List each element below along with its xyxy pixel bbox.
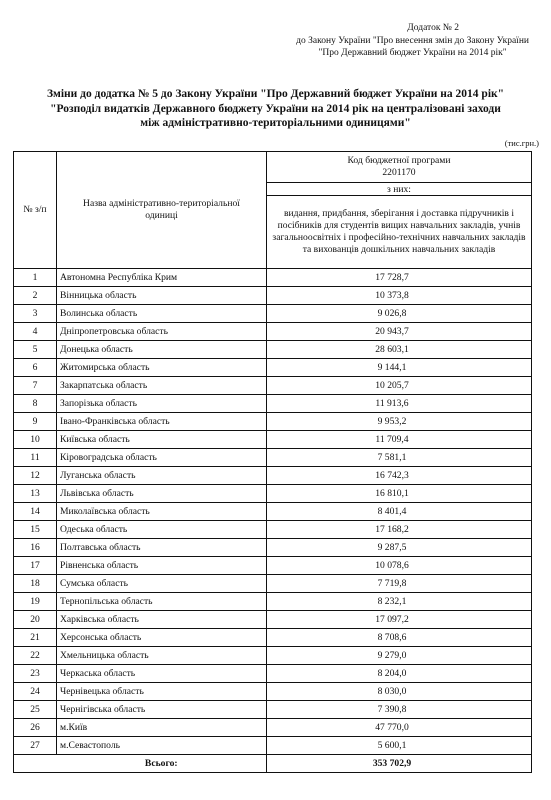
row-region-name: Харківська область — [57, 611, 267, 629]
row-value: 8 708,6 — [377, 631, 407, 643]
row-value-cell — [267, 575, 532, 593]
row-number: 14 — [14, 503, 57, 521]
row-value-cell — [267, 305, 532, 323]
table-row — [14, 359, 532, 377]
table-row — [14, 449, 532, 467]
row-number: 18 — [14, 575, 57, 593]
row-region-name: Херсонська область — [57, 629, 267, 647]
row-region-name: Вінницька область — [57, 287, 267, 305]
table-row — [14, 323, 532, 341]
title-line-2: "Розподіл видатків Державного бюджету України на 2014 рік на централізовані заходи — [50, 102, 501, 115]
table-row — [14, 539, 532, 557]
row-value: 28 603,1 — [375, 343, 409, 355]
row-value-cell — [267, 431, 532, 449]
row-number: 7 — [14, 377, 57, 395]
table-row — [14, 683, 532, 701]
row-value: 9 287,5 — [377, 541, 407, 553]
row-region-name: м.Севастополь — [57, 737, 267, 755]
title-line-3: між адміністративно-територіальними одиницями" — [140, 117, 411, 129]
row-value: 16 810,1 — [375, 487, 409, 499]
row-region-name: Хмельницька область — [57, 647, 267, 665]
row-value: 7 581,1 — [377, 451, 407, 463]
row-region-name: Київська область — [57, 431, 267, 449]
row-region-name: Рівненська область — [57, 557, 267, 575]
row-number: 11 — [14, 449, 57, 467]
row-value: 9 279,0 — [377, 649, 407, 661]
row-value-cell — [267, 557, 532, 575]
addendum-number: Додаток № 2 — [407, 23, 459, 33]
table-row — [14, 521, 532, 539]
total-value: 353 702,9 — [372, 758, 412, 769]
row-number: 12 — [14, 467, 57, 485]
row-value-cell — [267, 539, 532, 557]
table-row — [14, 557, 532, 575]
row-value: 11 709,4 — [375, 433, 409, 445]
row-value-cell — [267, 629, 532, 647]
row-region-name: Одеська область — [57, 521, 267, 539]
table-row — [14, 431, 532, 449]
units-label: (тис.грн.) — [504, 138, 539, 148]
table-row — [14, 611, 532, 629]
table-row — [14, 413, 532, 431]
total-blank — [14, 755, 57, 773]
header-subheader: з них: — [267, 183, 532, 196]
row-number: 27 — [14, 737, 57, 755]
row-region-name: Івано-Франківська область — [57, 413, 267, 431]
row-number: 26 — [14, 719, 57, 737]
row-region-name: Черкаська область — [57, 665, 267, 683]
row-number: 20 — [14, 611, 57, 629]
table-row — [14, 575, 532, 593]
row-value-cell — [267, 647, 532, 665]
row-value-cell — [267, 665, 532, 683]
table-row — [14, 503, 532, 521]
row-region-name: Донецька область — [57, 341, 267, 359]
row-number: 19 — [14, 593, 57, 611]
row-value-cell — [267, 521, 532, 539]
row-number: 6 — [14, 359, 57, 377]
table-row — [14, 269, 532, 287]
header-number: № з/п — [14, 152, 57, 269]
row-region-name: Луганська область — [57, 467, 267, 485]
row-number: 25 — [14, 701, 57, 719]
row-value: 9 026,8 — [377, 307, 407, 319]
table-row — [14, 593, 532, 611]
row-value: 8 204,0 — [377, 667, 407, 679]
row-number: 4 — [14, 323, 57, 341]
table-row — [14, 665, 532, 683]
row-value: 10 078,6 — [375, 559, 409, 571]
row-number: 5 — [14, 341, 57, 359]
table-row — [14, 701, 532, 719]
row-region-name: Закарпатська область — [57, 377, 267, 395]
row-value-cell — [267, 341, 532, 359]
table-row — [14, 719, 532, 737]
row-value: 5 600,1 — [377, 739, 407, 751]
row-number: 16 — [14, 539, 57, 557]
row-value: 8 401,4 — [377, 505, 407, 517]
row-value-cell — [267, 611, 532, 629]
row-value: 10 205,7 — [375, 379, 409, 391]
row-value: 20 943,7 — [375, 325, 409, 337]
row-region-name: Кіровоградська область — [57, 449, 267, 467]
document-title — [20, 87, 531, 131]
row-value-cell — [267, 377, 532, 395]
row-value-cell — [267, 395, 532, 413]
row-region-name: Чернівецька область — [57, 683, 267, 701]
row-value: 8 030,0 — [377, 685, 407, 697]
row-value: 10 373,8 — [375, 289, 409, 301]
table-row — [14, 647, 532, 665]
row-value: 17 168,2 — [375, 523, 409, 535]
row-number: 24 — [14, 683, 57, 701]
table-row — [14, 485, 532, 503]
row-value: 17 097,2 — [375, 613, 409, 625]
row-region-name: Львівська область — [57, 485, 267, 503]
addendum-line-1: до Закону України "Про внесення змін до Закону України — [296, 35, 529, 46]
table-row — [14, 287, 532, 305]
row-number: 2 — [14, 287, 57, 305]
title-line-1: Зміни до додатка № 5 до Закону України "Про Державний бюджет України на 2014 рік" — [46, 88, 505, 100]
row-value-cell — [267, 287, 532, 305]
row-value: 7 390,8 — [377, 703, 407, 715]
row-region-name: Сумська область — [57, 575, 267, 593]
row-number: 13 — [14, 485, 57, 503]
row-value-cell — [267, 503, 532, 521]
row-number: 21 — [14, 629, 57, 647]
row-region-name: Тернопільська область — [57, 593, 267, 611]
row-value-cell — [267, 359, 532, 377]
header-code — [267, 152, 532, 183]
row-number: 15 — [14, 521, 57, 539]
row-value-cell — [267, 701, 532, 719]
table-row — [14, 737, 532, 755]
row-value-cell — [267, 449, 532, 467]
header-code-text: Код бюджетної програми 2201170 — [347, 155, 451, 178]
row-value: 16 742,3 — [375, 469, 409, 481]
row-region-name: Автономна Республіка Крим — [57, 269, 267, 287]
row-value-cell — [267, 467, 532, 485]
addendum-reference — [296, 22, 529, 60]
row-number: 22 — [14, 647, 57, 665]
table-row — [14, 395, 532, 413]
row-value: 8 232,1 — [377, 595, 407, 607]
table-row — [14, 377, 532, 395]
budget-table — [13, 151, 532, 773]
row-region-name: Запорізька область — [57, 395, 267, 413]
header-name: Назва адміністративно-територіальної одиниці — [57, 152, 267, 269]
row-value: 17 728,7 — [375, 271, 409, 283]
total-row — [14, 755, 532, 773]
table-row — [14, 629, 532, 647]
row-region-name: Миколаївська область — [57, 503, 267, 521]
row-value-cell — [267, 737, 532, 755]
row-region-name: м.Київ — [57, 719, 267, 737]
table-row — [14, 467, 532, 485]
row-value-cell — [267, 323, 532, 341]
row-value: 7 719,8 — [377, 577, 407, 589]
row-value: 9 144,1 — [377, 361, 407, 373]
row-value-cell — [267, 719, 532, 737]
row-number: 8 — [14, 395, 57, 413]
row-value-cell — [267, 683, 532, 701]
total-value-cell — [267, 755, 532, 773]
row-value: 47 770,0 — [375, 721, 409, 733]
addendum-line-2: "Про Державний бюджет України на 2014 рік" — [318, 48, 507, 58]
row-number: 9 — [14, 413, 57, 431]
row-region-name: Житомирська область — [57, 359, 267, 377]
row-region-name: Волинська область — [57, 305, 267, 323]
row-number: 17 — [14, 557, 57, 575]
header-description: видання, придбання, зберігання і доставка підручників і посібників для студентів вищих навчальних закладів, учнів загальноосвітніх і професійно-технічних навчальних закладів та вихованців дошкільних навчальних закладів — [267, 196, 532, 269]
row-value-cell — [267, 485, 532, 503]
row-number: 1 — [14, 269, 57, 287]
row-value-cell — [267, 413, 532, 431]
row-number: 10 — [14, 431, 57, 449]
row-value-cell — [267, 593, 532, 611]
table-row — [14, 305, 532, 323]
row-value: 11 913,6 — [375, 397, 409, 409]
row-number: 3 — [14, 305, 57, 323]
row-number: 23 — [14, 665, 57, 683]
table-row — [14, 341, 532, 359]
row-value-cell — [267, 269, 532, 287]
total-label: Всього: — [57, 755, 267, 773]
row-value: 9 953,2 — [377, 415, 407, 427]
row-region-name: Дніпропетровська область — [57, 323, 267, 341]
row-region-name: Чернігівська область — [57, 701, 267, 719]
row-region-name: Полтавська область — [57, 539, 267, 557]
